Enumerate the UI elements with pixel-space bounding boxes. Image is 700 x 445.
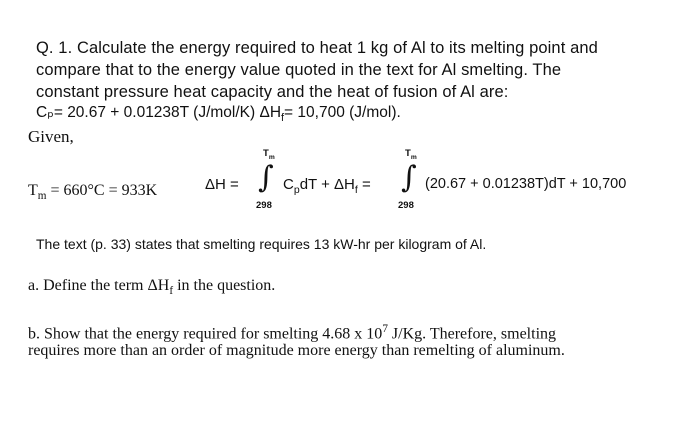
heat-capacity-formula bbox=[36, 103, 401, 124]
upper-limit-1: $T_m$ bbox=[263, 148, 275, 161]
part-b-exponent: 7 bbox=[382, 323, 388, 335]
part-a-text: a. Define the term ΔH bbox=[28, 277, 170, 294]
upper-limit-2: $T_m$ bbox=[405, 148, 417, 161]
tm-sub: m bbox=[37, 190, 47, 203]
given-label: Given, bbox=[28, 127, 74, 146]
cp-formula-tail: = 10,700 (J/mol). bbox=[284, 104, 401, 121]
question-line-3: constant pressure heat capacity and the heat of fusion of Al are: bbox=[36, 83, 509, 101]
lower-limit-2: 298 bbox=[398, 200, 414, 211]
part-a-sub: f bbox=[169, 285, 174, 298]
part-a-rest: in the question. bbox=[173, 277, 276, 294]
melting-temperature bbox=[28, 182, 157, 202]
question-line-1: Q. 1. Calculate the energy required to heat 1 kg of Al to its melting point and bbox=[36, 39, 598, 57]
delta-h-lhs: ΔH = bbox=[205, 176, 239, 193]
cp-formula-text: Cₚ= 20.67 + 0.01238T (J/mol/K) ΔH bbox=[36, 104, 282, 121]
cp-formula-sub: f bbox=[281, 112, 285, 125]
tm-symbol: T bbox=[28, 182, 38, 199]
text-reference: The text (p. 33) states that smelting requires 13 kW-hr per kilogram of Al. bbox=[36, 236, 487, 252]
part-b-text-b: J/Kg. Therefore, smelting bbox=[387, 325, 557, 343]
tm-value: = 660°C = 933K bbox=[46, 182, 158, 199]
integrand-1: $C_pdT + \Delta H_f$ = bbox=[283, 176, 371, 196]
question-line-2: compare that to the energy value quoted in the text for Al smelting. The bbox=[36, 61, 562, 79]
integral-sign-1: ∫ bbox=[258, 160, 274, 195]
part-b-line-2: requires more than an order of magnitude more energy than remelting of aluminum. bbox=[28, 342, 565, 359]
integrand-2: (20.67 + 0.01238T)dT + 10,700 bbox=[425, 176, 627, 192]
lower-limit-1: 298 bbox=[256, 200, 272, 211]
part-a bbox=[28, 277, 275, 297]
integral-sign-2: ∫ bbox=[401, 160, 417, 195]
part-b-text-a: b. Show that the energy required for smelting 4.68 x 10 bbox=[28, 325, 383, 343]
